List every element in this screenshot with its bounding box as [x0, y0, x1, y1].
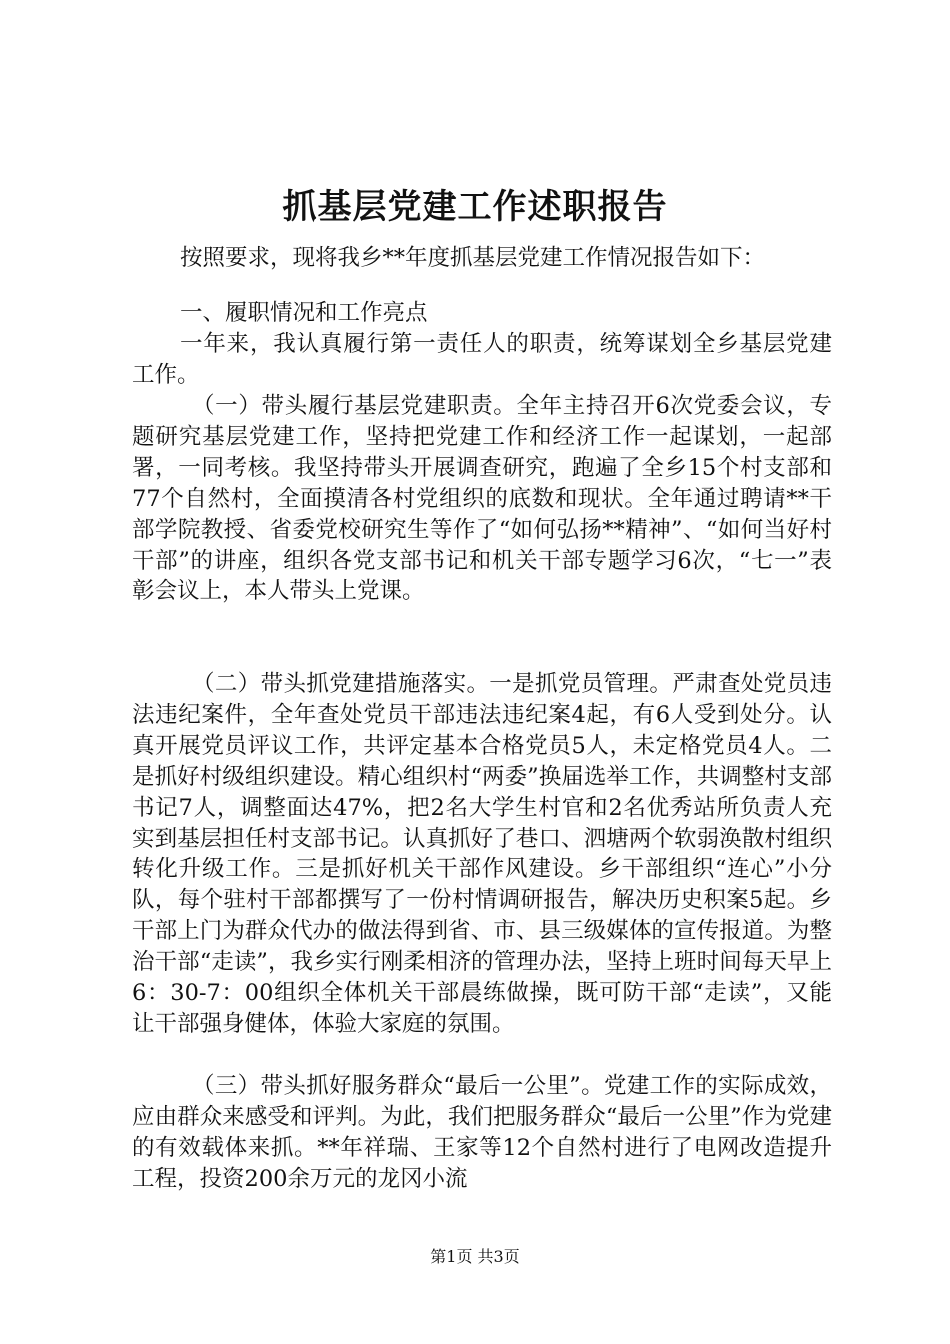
page-number-footer: 第1页 共3页 — [430, 1247, 520, 1266]
intro-paragraph: 按照要求，现将我乡**年度抓基层党建工作情况报告如下： — [180, 245, 766, 271]
body-paragraph: （二）带头抓党建措施落实。一是抓党员管理。严肃查处党员违法违纪案件，全年查处党员干部违法违纪案4起，有6人受到处分。认真开展党员评议工作，共评定基本合格党员5人，未定格党员4人。二是抓好村级组织建设。精心组织村“两委”换届选举工作，共调整村支部书记7人，调整面达47%，把2名大学生村官和2名优秀站所负责人充实到基层担任村支部书记。认真抓好了巷口、泗塘两个软弱涣散村组织转化升级工作。三是抓好机关干部作风建设。乡干部组织“连心”小分队，每个驻村干部都撰写了一份村情调研报告，解决历史积案5起。乡干部上门为群众代办的做法得到省、市、县三级媒体的宣传报道。为整治干部“走读”，我乡实行刚柔相济的管理办法，坚持上班时间每天早上6：30-7：00组织全体机关干部晨练做操，既可防干部“走读”，又能让干部强身健体，体验大家庭的氛围。 — [132, 671, 832, 1037]
section-heading: 一、履职情况和工作亮点 — [180, 300, 428, 326]
body-paragraph: （一）带头履行基层党建职责。全年主持召开6次党委会议，专题研究基层党建工作，坚持把党建工作和经济工作一起谋划，一起部署，一同考核。我坚持带头开展调查研究，跑遍了全乡15个村支部和77个自然村，全面摸清各村党组织的底数和现状。全年通过聘请**干部学院教授、省委党校研究生等作了“如何弘扬**精神”、“如何当好村干部”的讲座，组织各党支部书记和机关干部专题学习6次，“七一”表彰会议上，本人带头上党课。 — [132, 393, 832, 605]
body-paragraph: （三）带头抓好服务群众“最后一公里”。党建工作的实际成效，应由群众来感受和评判。为此，我们把服务群众“最后一公里”作为党建的有效载体来抓。**年祥瑞、王家等12个自然村进行了电网改造提升工程，投资200余万元的龙冈小流 — [132, 1073, 832, 1192]
document-title: 抓基层党建工作述职报告 — [282, 187, 668, 227]
body-paragraph: 一年来，我认真履行第一责任人的职责，统筹谋划全乡基层党建工作。 — [132, 331, 832, 388]
